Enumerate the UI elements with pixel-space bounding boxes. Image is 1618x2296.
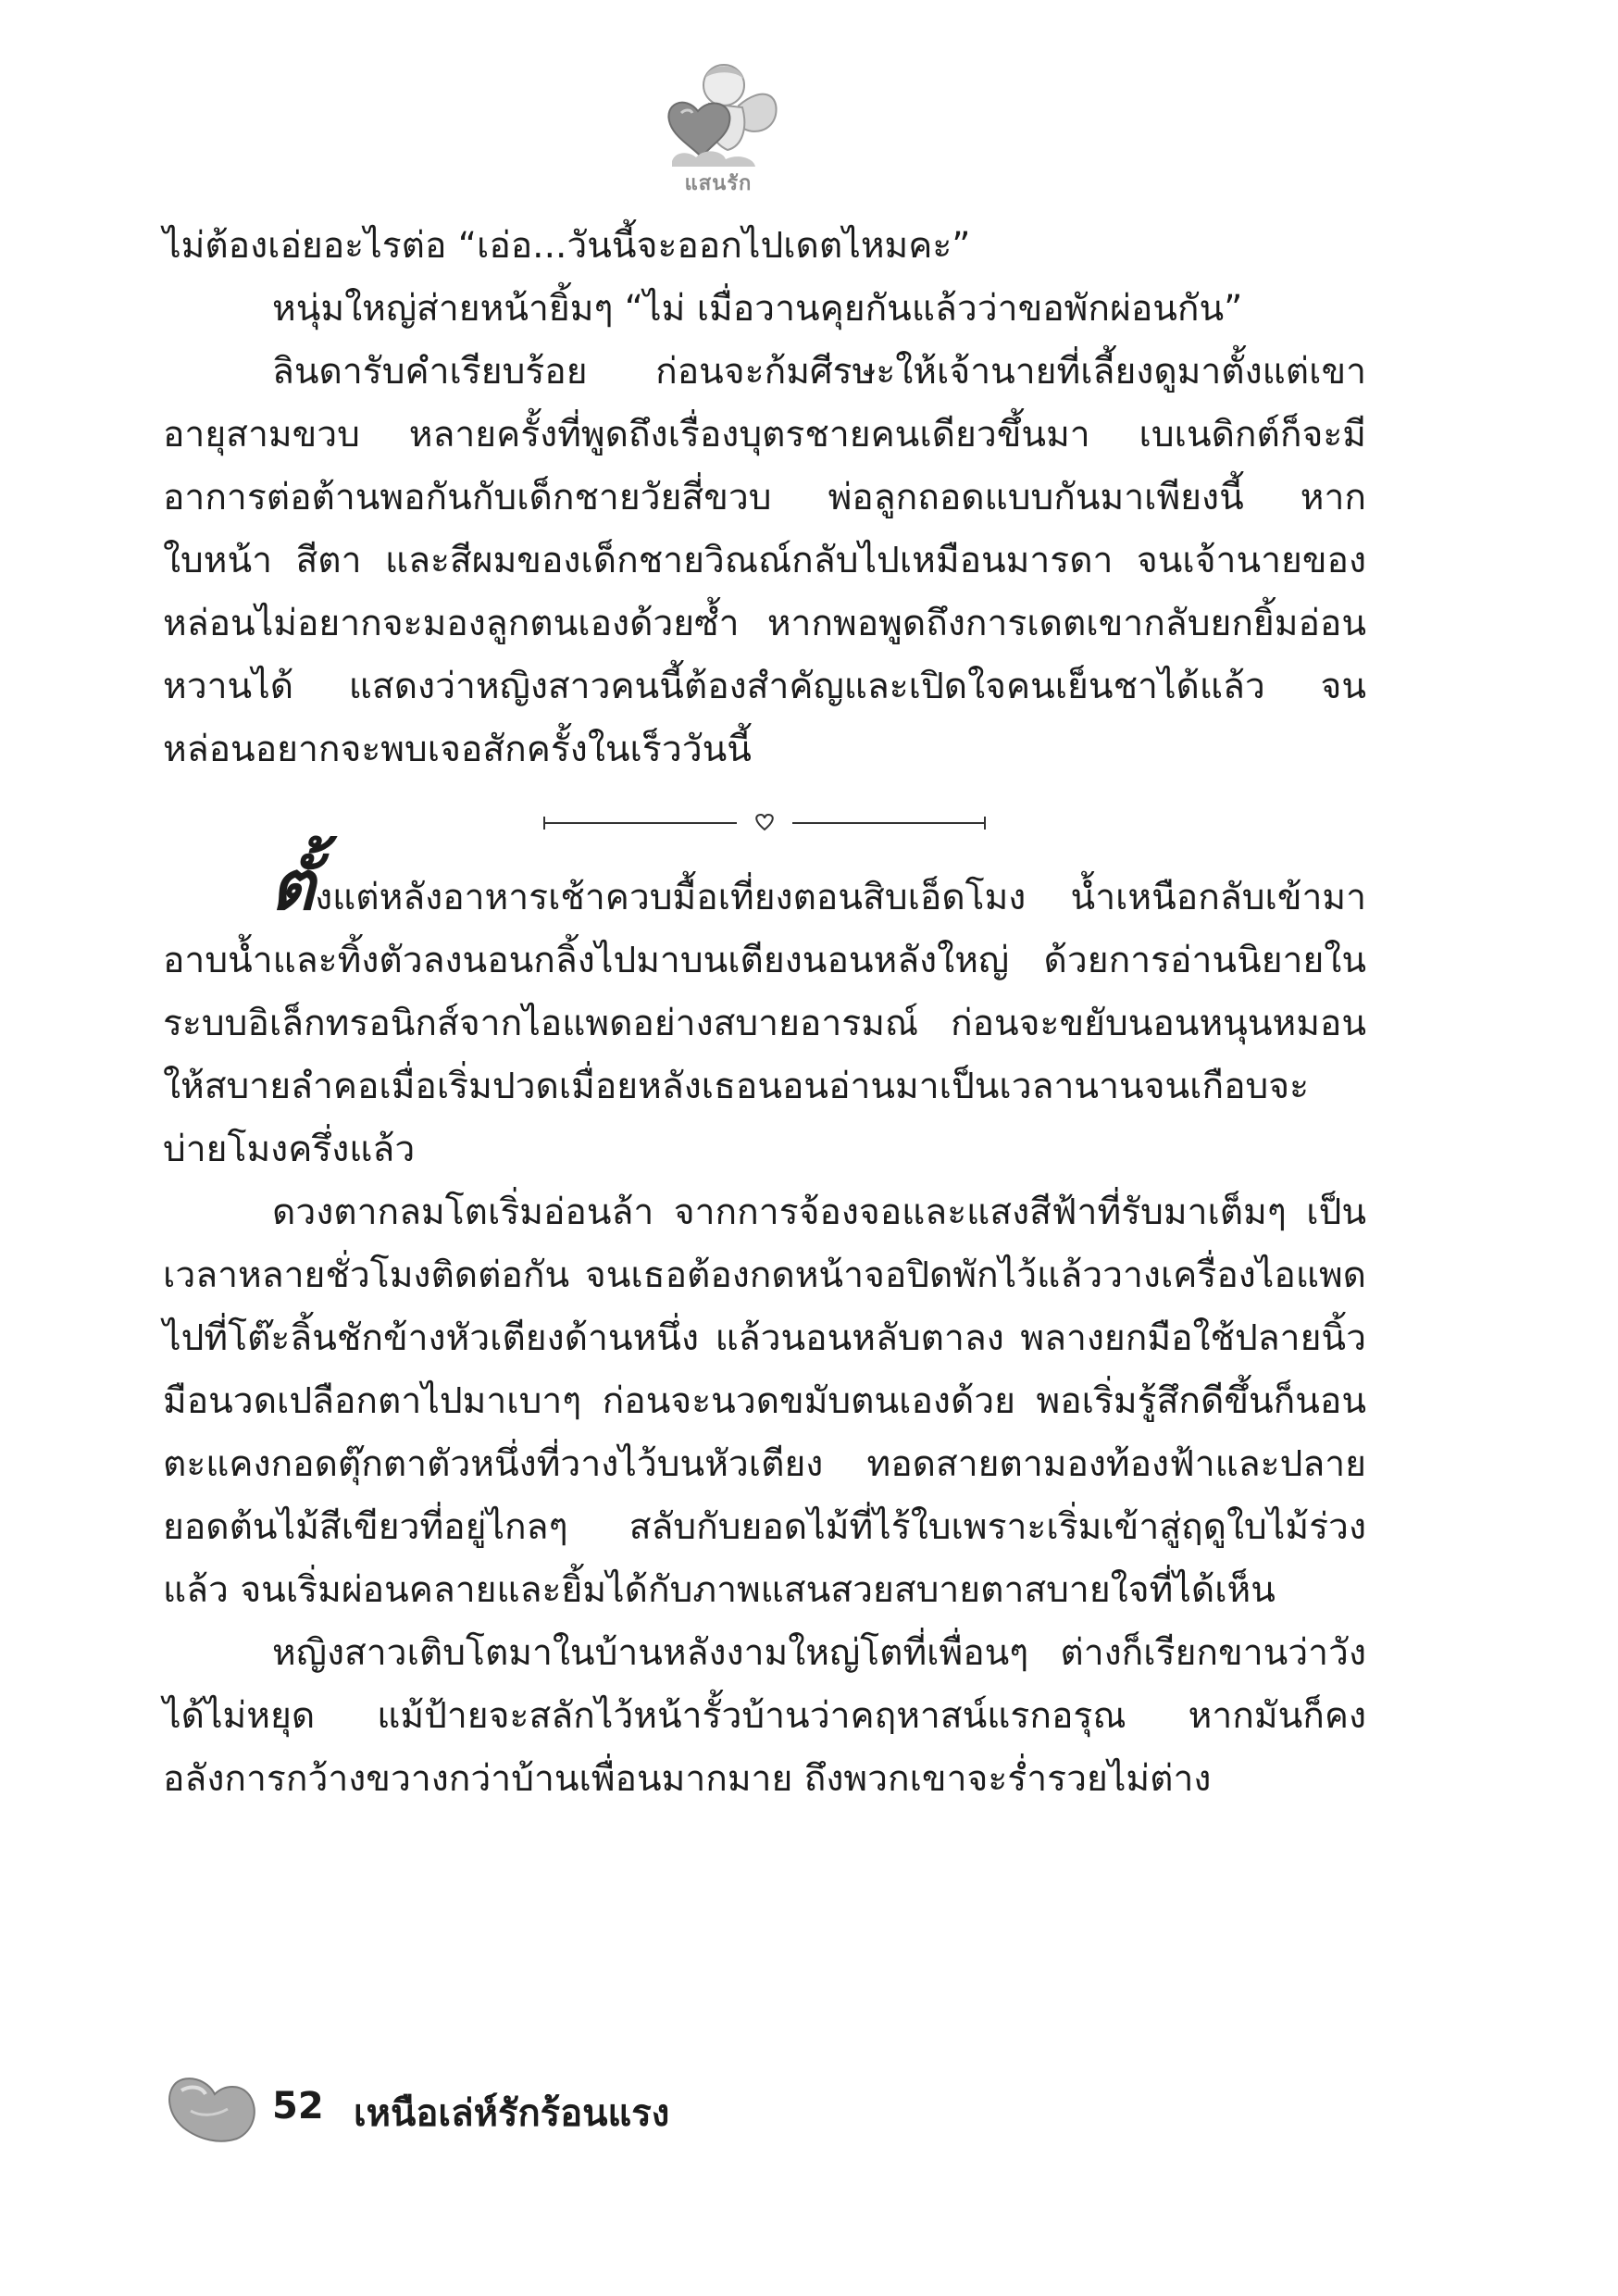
heart-icon xyxy=(163,2074,259,2146)
paragraph: ดวงตากลมโตเริ่มอ่อนล้า จากการจ้องจอและแสงสีฟ้าที่รับมาเต็มๆ เป็นเวลาหลายชั่วโมงติดต่อกัน จนเธอต้องกดหน้าจอปิดพักไว้แล้ววางเครื่องไอแพดไปที่โต๊ะลิ้นชักข้างหัวเตียงด้านหนึ่ง แล้วนอนหลับตาลง พลางยกมือใช้ปลายนิ้วมือนวดเปลือกตาไปมาเบาๆ ก่อนจะนวดขมับตนเองด้วย พอเริ่มรู้สึกดีขึ้นก็นอนตะแคงกอดตุ๊กตาตัวหนึ่งที่วางไว้บนหัวเตียง ทอดสายตามองท้องฟ้าและปลายยอดต้นไม้สีเขียวที่อยู่ไกลๆ สลับกับยอดไม้ที่ไร้ใบเพราะเริ่มเข้าสู่ฤดูใบไม้ร่วงแล้ว จนเริ่มผ่อนคลายและยิ้มได้กับภาพแสนสวยสบายตาสบายใจที่ได้เห็น xyxy=(163,1192,1366,1611)
paragraph: ไม่ต้องเอ่ยอะไรต่อ “เอ่อ...วันนี้จะออกไปเดตไหมคะ” xyxy=(163,225,971,267)
logo-text: แสนรัก xyxy=(684,172,753,195)
paragraph: หญิงสาวเติบโตมาในบ้านหลังงามใหญ่โตที่เพื่อนๆ ต่างก็เรียกขานว่าวังได้ไม่หยุด แม้ป้ายจะสลักไว้หน้ารั้วบ้านว่าคฤหาสน์แรกอรุณ หากมันก็คงอลังการกว้างขวางกว่าบ้านเพื่อนมากมาย ถึงพวกเขาจะร่ำรวยไม่ต่าง xyxy=(163,1632,1366,1800)
dropcap-paragraph-text: งแต่หลังอาหารเช้าควบมื้อเที่ยงตอนสิบเอ็ดโมง น้ำเหนือกลับเข้ามาอาบน้ำและทิ้งตัวลงนอนกลิ้งไปมาบนเตียงนอนหลังใหญ่ ด้วยการอ่านนิยายในระบบอิเล็กทรอนิกส์จากไอแพดอย่างสบายอารมณ์ ก่อนจะขยับนอนหนุนหมอนให้สบายลำคอเมื่อเริ่มปวดเมื่อยหลังเธอนอนอ่านมาเป็นเวลานานจนเกือบจะบ่ายโมงครึ่งแล้ว xyxy=(163,877,1366,1170)
book-title: เหนือเล่ห์รักร้อนแรง xyxy=(354,2092,670,2135)
paragraph: ลินดารับคำเรียบร้อย ก่อนจะก้มศีรษะให้เจ้านายที่เลี้ยงดูมาตั้งแต่เขาอายุสามขวบ หลายครั้งที่พูดถึงเรื่องบุตรชายคนเดียวขึ้นมา เบเนดิกต์ก็จะมีอาการต่อต้านพอกันกับเด็กชายวัยสี่ขวบ พ่อลูกถอดแบบกันมาเพียงนี้ หากใบหน้า สีตา และสีผมของเด็กชายวิณณ์กลับไปเหมือนมารดา จนเจ้านายของหล่อนไม่อยากจะมองลูกตนเองด้วยซ้ำ หากพอพูดถึงการเดตเขากลับยกยิ้มอ่อนหวานได้ แสดงว่าหญิงสาวคนนี้ต้องสำคัญและเปิดใจคนเย็นชาได้แล้ว จนหล่อนอยากจะพบเจอสักครั้งในเร็ววันนี้ xyxy=(163,351,1366,770)
dropcap-letter: ตั้ xyxy=(270,846,316,926)
page-footer xyxy=(163,2072,996,2155)
cupid-heart-icon xyxy=(653,57,783,170)
page-number: 52 xyxy=(272,2085,324,2128)
publisher-logo xyxy=(653,57,783,198)
scene-divider xyxy=(163,781,1366,867)
heart-divider-icon xyxy=(542,809,987,837)
paragraph: หนุ่มใหญ่ส่ายหน้ายิ้มๆ “ไม่ เมื่อวานคุยกันแล้วว่าขอพักผ่อนกัน” xyxy=(272,288,1243,330)
dropcap-paragraph xyxy=(163,846,1366,1181)
page-body xyxy=(163,215,1366,1811)
